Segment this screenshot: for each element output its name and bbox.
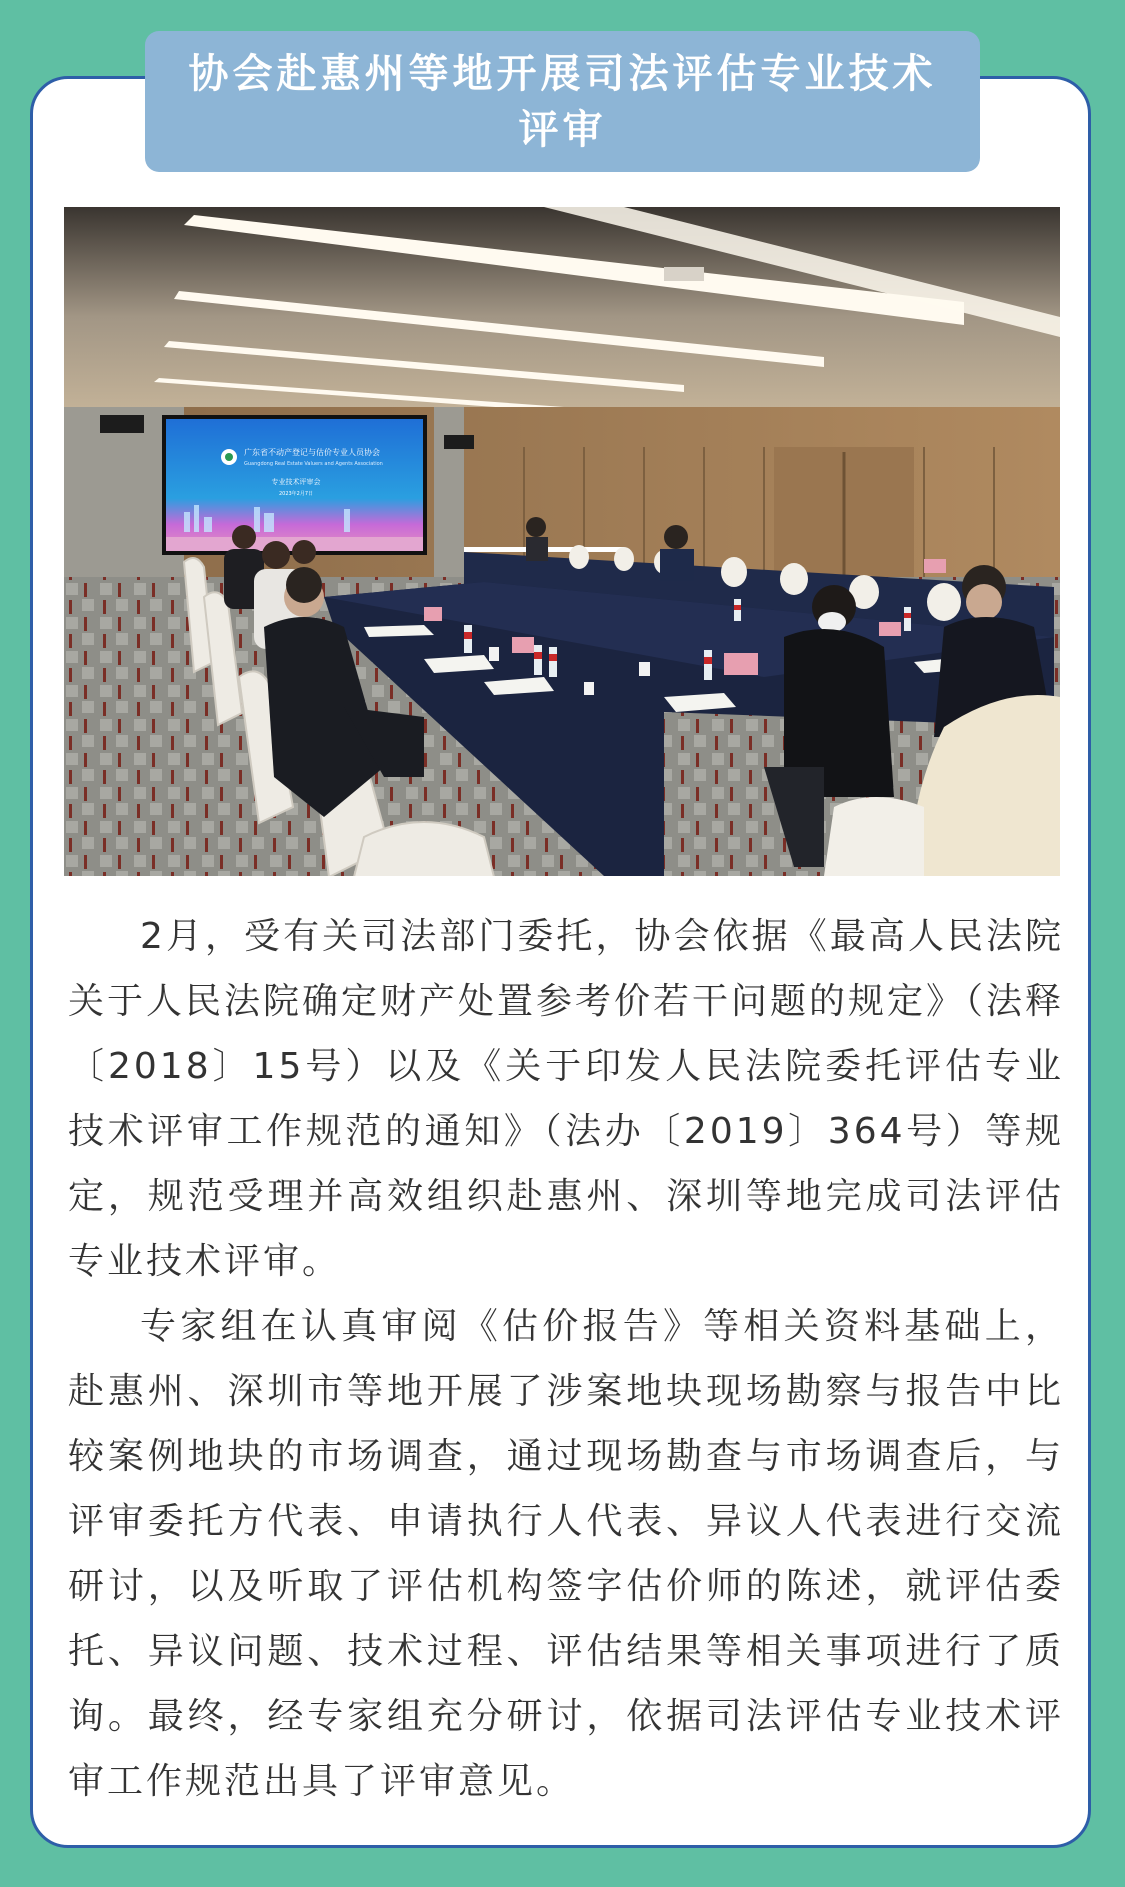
screen-date-text: 2023年2月7日 — [278, 491, 314, 497]
screen-org-en-text: Guangdong Real Estate Valuers and Agents Association — [244, 461, 383, 467]
meeting-photo — [64, 207, 1060, 876]
screen-org-text: 广东省不动产登记与估价专业人员协会 — [244, 448, 380, 457]
paragraph-2: 专家组在认真审阅《估价报告》等相关资料基础上，赴惠州、深圳市等地开展了涉案地块现场勘察与报告中比较案例地块的市场调查，通过现场勘查与市场调查后，与评审委托方代表、申请执行人代表、异议人代表进行交流研讨，以及听取了评估机构签字估价师的陈述，就评估委托、异议问题、技术过程、评估结果等相关事项进行了质询。最终，经专家组充分研讨，依据司法评估专业技术评审工作规范出具了评审意见。 — [68, 1306, 1064, 1802]
article-body — [68, 904, 1064, 1814]
title-banner — [145, 31, 980, 172]
screen-event-text: 专业技术评审会 — [271, 478, 321, 486]
page-title: 协会赴惠州等地开展司法评估专业技术评审 — [188, 50, 937, 153]
paragraph-1: 2月，受有关司法部门委托，协会依据《最高人民法院关于人民法院确定财产处置参考价若干问题的规定》（法释〔2018〕15号）以及《关于印发人民法院委托评估专业技术评审工作规范的通知》（法办〔2019〕364号）等规定，规范受理并高效组织赴惠州、深圳等地完成司法评估专业技术评审。 — [68, 916, 1065, 1282]
